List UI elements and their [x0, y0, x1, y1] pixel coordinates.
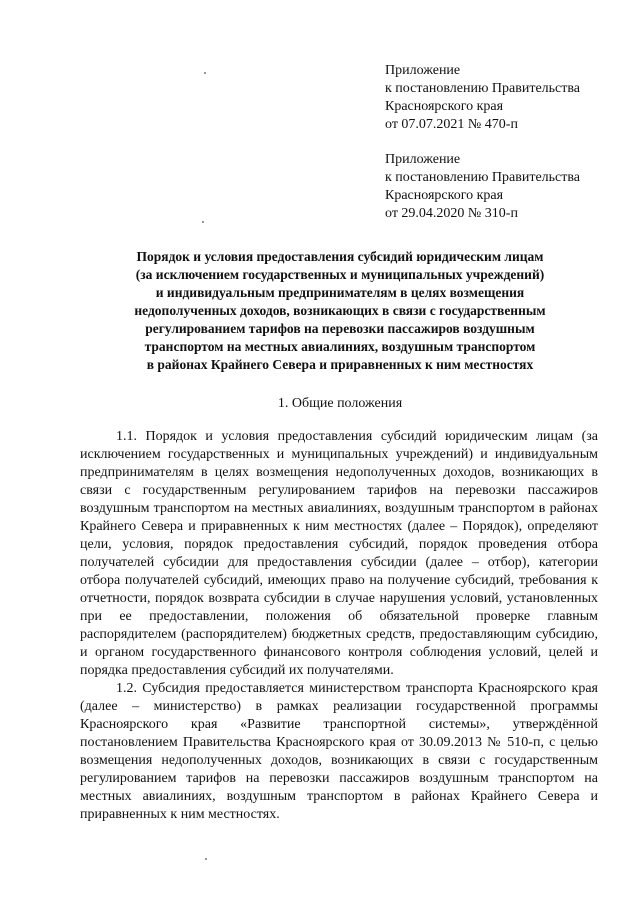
appendix-label: Приложение: [385, 152, 461, 167]
title-line: транспортом на местных авиалиниях, воздушным транспортом: [144, 339, 536, 354]
title-line: недополученных доходов, возникающих в связи с государственным: [134, 303, 546, 318]
appendix-decree-ref: к постановлению Правительства: [385, 81, 581, 96]
appendix-block-current: [385, 62, 580, 134]
title-line: в районах Крайнего Севера и приравненных к ним местностях: [146, 357, 534, 372]
appendix-block-original: [385, 151, 580, 223]
paragraph-1-2: 1.2. Субсидия предоставляется министерством транспорта Красноярского края (далее – министерство) в рамках реализации государственной программы Красноярского края «Развитие транспортной системы», утверждённой постановлением Правительства Красноярского края от 30.09.2013 № 510-п, с целью возмещения недополученных доходов, возникающих в связи с государственным регулированием тарифов на перевозки пассажиров воздушным транспортом на местных авиалиниях, воздушным транспортом в районах Крайнего Севера и приравненных к ним местностях.: [80, 681, 598, 822]
document-title: [80, 248, 600, 374]
title-line: и индивидуальным предпринимателям в целях возмещения: [155, 285, 525, 300]
title-line: Порядок и условия предоставления субсидий юридическим лицам: [136, 249, 544, 264]
appendix-region: Красноярского края: [385, 188, 504, 203]
scan-speck: [204, 72, 206, 74]
scan-speck: [205, 858, 207, 860]
title-line: (за исключением государственных и муниципальных учреждений): [135, 267, 545, 282]
document-body: [80, 428, 598, 824]
appendix-decree-ref: к постановлению Правительства: [385, 170, 581, 185]
appendix-region: Красноярского края: [385, 99, 504, 114]
appendix-label: Приложение: [385, 63, 461, 78]
paragraph-1-1: 1.1. Порядок и условия предоставления субсидий юридическим лицам (за исключением государственных и муниципальных учреждений) и индивидуальным предпринимателям в целях возмещения недополученных доходов, возникающих в связи с государственным регулированием тарифов на перевозки пассажиров воздушным транспортом на местных авиалиниях, воздушным транспортом в районах Крайнего Севера и приравненных к ним местностях (далее – Порядок), определяют цели, условия, порядок предоставления субсидий, порядок проведения отбора получателей субсидии для предоставления субсидии (далее – отбор), категории отбора получателей субсидий, имеющих право на получение субсидий, требования к отчетности, порядок возврата субсидии в случае нарушения условий, установленных при ее предоставлении, положения об обязательной проверке главным распорядителем (распорядителем) бюджетных средств, предоставляющим субсидию, и органом государственного финансового контроля соблюдения условий, целей и порядка предоставления субсидий их получателями.: [80, 429, 598, 678]
title-line: регулированием тарифов на перевозки пассажиров воздушным: [145, 321, 535, 336]
appendix-date-number: от 29.04.2020 № 310-п: [385, 206, 518, 221]
scan-speck: [202, 221, 204, 223]
section-heading: 1. Общие положения: [277, 396, 403, 411]
appendix-date-number: от 07.07.2021 № 470-п: [385, 117, 518, 132]
